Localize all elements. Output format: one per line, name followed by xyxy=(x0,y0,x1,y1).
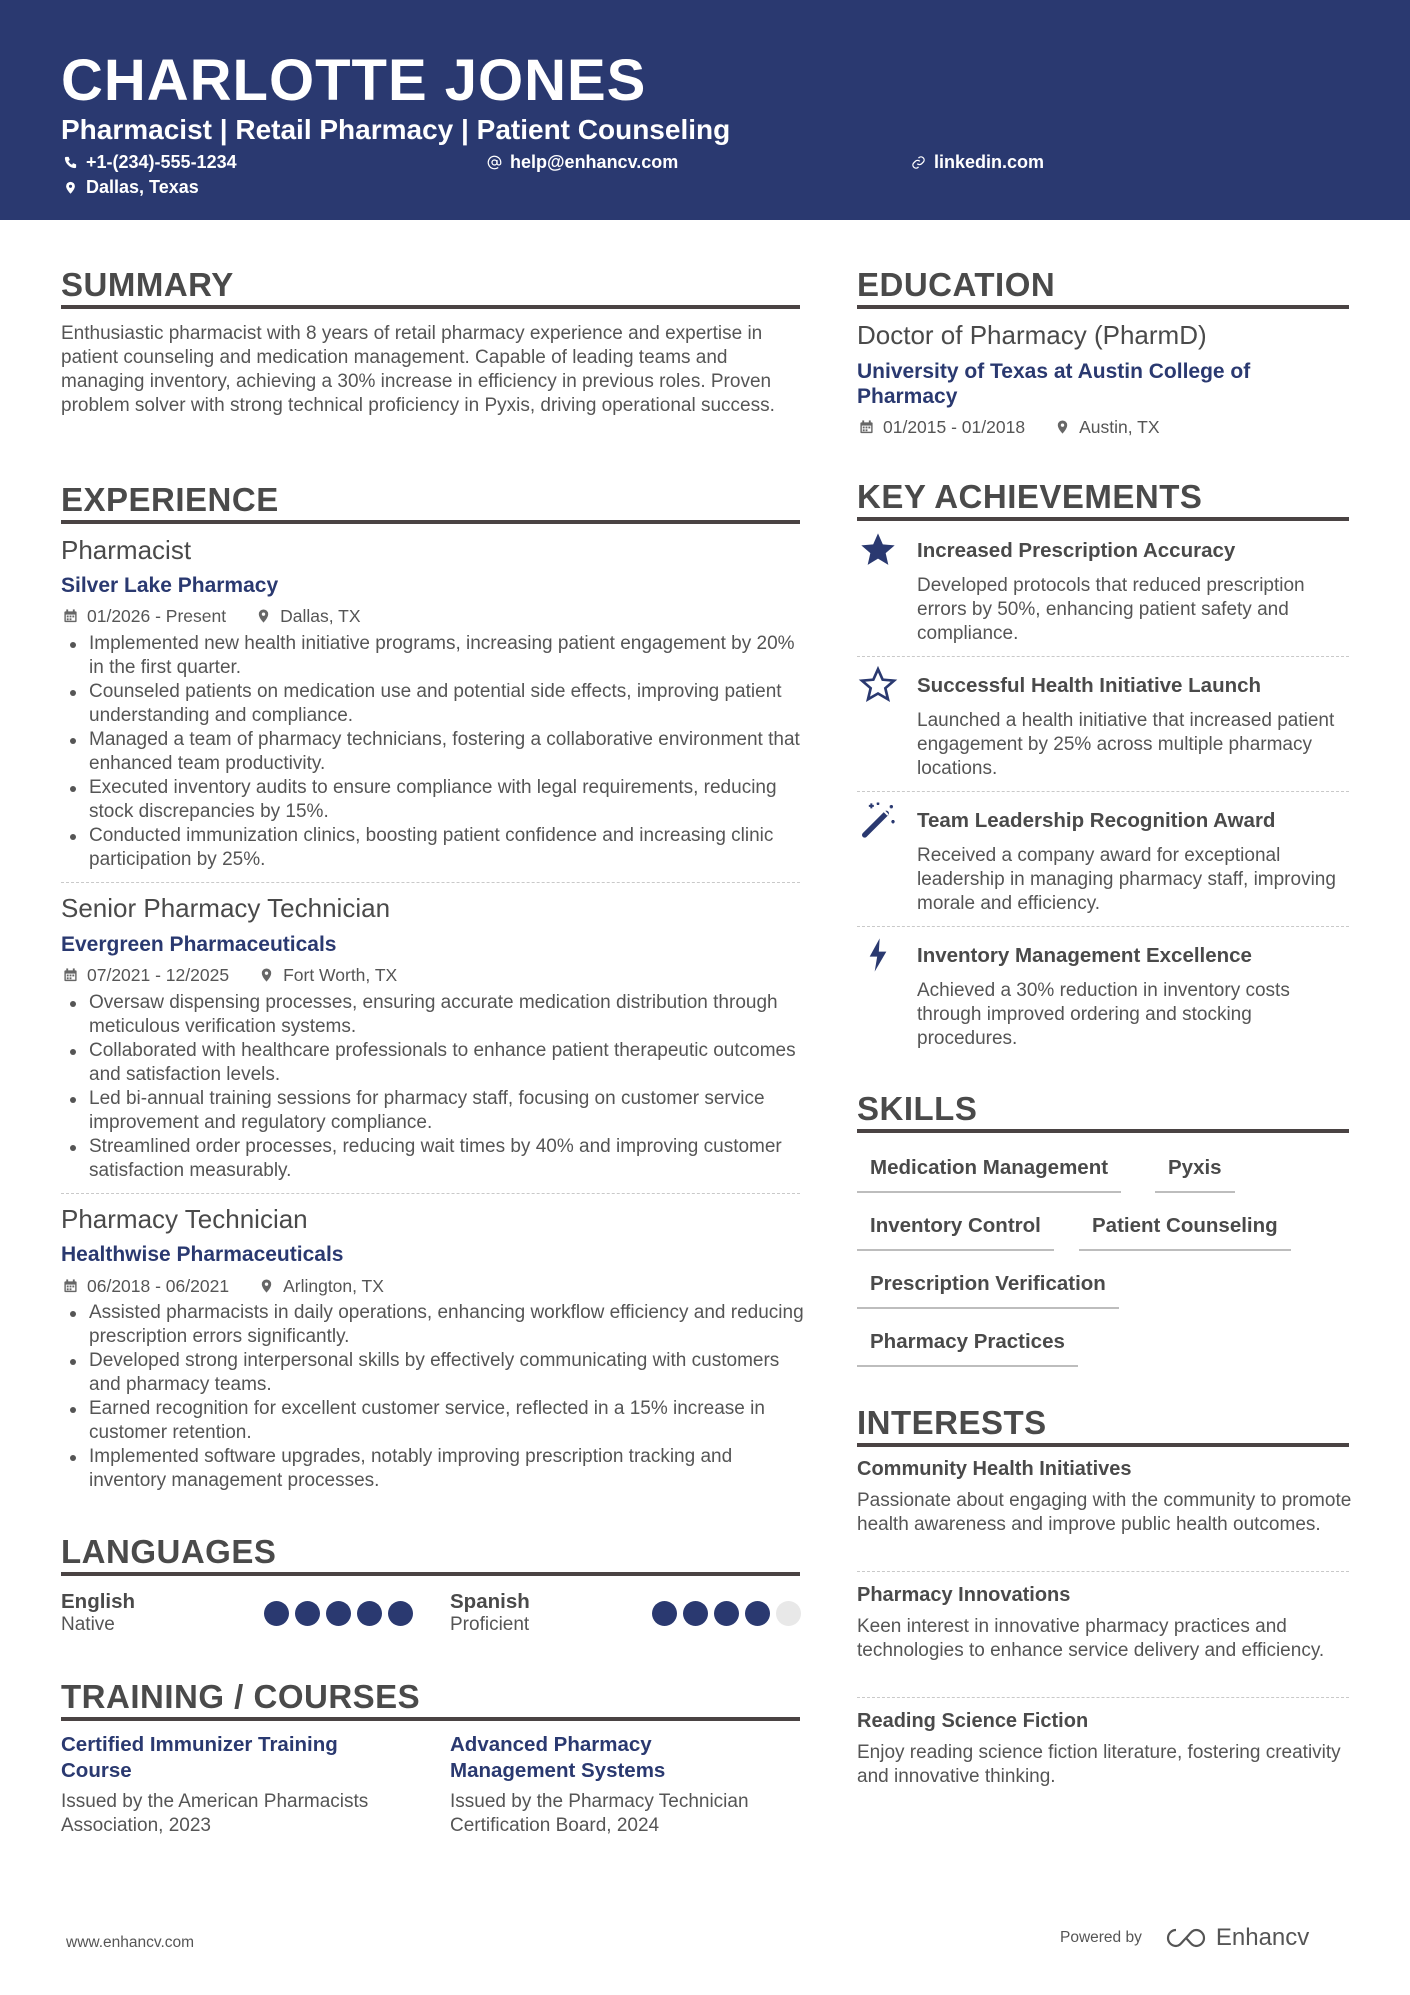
training-rule xyxy=(61,1717,800,1721)
powered-by-label: Powered by xyxy=(1060,1929,1142,1946)
location-pin-icon xyxy=(256,608,271,624)
job-company: Evergreen Pharmaceuticals xyxy=(61,933,337,956)
education-heading: EDUCATION xyxy=(857,266,1056,303)
skills-rule xyxy=(857,1129,1349,1133)
achievement-title: Increased Prescription Accuracy xyxy=(917,539,1236,562)
achievement-desc: Developed protocols that reduced prescription errors by 50%, enhancing patient safety and compliance. xyxy=(917,575,1305,644)
education-school: University of Texas at Austin College of Pharmacy xyxy=(857,360,1251,408)
link-icon xyxy=(911,155,926,170)
job-location: Dallas, TX xyxy=(280,606,361,626)
candidate-name: CHARLOTTE JONES xyxy=(61,48,647,113)
divider xyxy=(857,926,1349,927)
rating-dot-filled xyxy=(264,1601,289,1626)
education-degree: Doctor of Pharmacy (PharmD) xyxy=(857,320,1207,350)
achievements-heading: KEY ACHIEVEMENTS xyxy=(857,478,1203,515)
summary-text: Enthusiastic pharmacist with 8 years of retail pharmacy experience and expertise in patient counseling and medication management. Capable of leading teams and managing inventory, achieving a 30% increase in efficiency in previous roles. Proven problem solver with strong technical proficiency in Pyxis, driving operational success. xyxy=(61,323,775,416)
job-bullet: Executed inventory audits to ensure compliance with legal requirements, reducing stock discrepancies by 15%. xyxy=(61,776,806,824)
course-desc: Issued by the American Pharmacists Association, 2023 xyxy=(61,1791,369,1836)
interests-heading: INTERESTS xyxy=(857,1404,1047,1441)
divider xyxy=(857,1571,1349,1572)
education-dates: 01/2015 - 01/2018 xyxy=(883,417,1026,437)
language-level: Proficient xyxy=(450,1614,530,1635)
location-text: Dallas, Texas xyxy=(86,177,199,197)
footer-website[interactable]: www.enhancv.com xyxy=(66,1934,195,1951)
rating-dot-filled xyxy=(388,1601,413,1626)
divider xyxy=(857,1697,1349,1698)
star-outline-icon xyxy=(858,665,898,705)
job-location: Arlington, TX xyxy=(283,1276,384,1296)
rating-dot-filled xyxy=(295,1601,320,1626)
rating-dot-filled xyxy=(714,1601,739,1626)
job-company: Healthwise Pharmaceuticals xyxy=(61,1243,344,1266)
phone-icon xyxy=(63,155,78,170)
achievement-desc: Launched a health initiative that increased patient engagement by 25% across multiple pharmacy locations. xyxy=(917,710,1335,779)
language-rating xyxy=(264,1601,413,1626)
language-rating xyxy=(652,1601,801,1626)
education-rule xyxy=(857,305,1349,309)
divider xyxy=(61,882,800,883)
location-pin-icon xyxy=(259,967,274,983)
skill-tag: Prescription Verification xyxy=(857,1271,1119,1309)
rating-dot-filled xyxy=(745,1601,770,1626)
interest-title: Community Health Initiatives xyxy=(857,1458,1132,1480)
interest-title: Reading Science Fiction xyxy=(857,1710,1089,1732)
interest-desc: Passionate about engaging with the community to promote health awareness and improve public health outcomes. xyxy=(857,1490,1352,1535)
contact-phone xyxy=(63,151,237,173)
at-sign-icon xyxy=(487,155,502,170)
job-bullet: Led bi-annual training sessions for pharmacy staff, focusing on customer service improvement and regulatory compliance. xyxy=(61,1087,806,1135)
languages-heading: LANGUAGES xyxy=(61,1533,277,1570)
enhancv-logo[interactable] xyxy=(1164,1924,1309,1952)
job-bullet: Implemented software upgrades, notably improving prescription tracking and inventory management processes. xyxy=(61,1445,806,1493)
languages-rule xyxy=(61,1572,800,1576)
calendar-icon xyxy=(63,608,78,624)
lightning-bolt-icon xyxy=(858,935,898,975)
job-bullet: Implemented new health initiative programs, increasing patient engagement by 20% in the first quarter. xyxy=(61,632,806,680)
rating-dot-filled xyxy=(326,1601,351,1626)
contact-email[interactable] xyxy=(487,151,678,173)
resume-header xyxy=(0,0,1410,220)
interest-title: Pharmacy Innovations xyxy=(857,1584,1071,1606)
location-pin-icon xyxy=(63,180,78,195)
job-bullet: Oversaw dispensing processes, ensuring accurate medication distribution through meticulous verification systems. xyxy=(61,991,806,1039)
interests-rule xyxy=(857,1443,1349,1447)
location-pin-icon xyxy=(1055,419,1070,435)
job-bullet: Collaborated with healthcare professionals to enhance patient therapeutic outcomes and satisfaction levels. xyxy=(61,1039,806,1087)
job-bullets xyxy=(61,1301,806,1493)
job-bullet: Streamlined order processes, reducing wait times by 40% and improving customer satisfaction measurably. xyxy=(61,1135,806,1183)
skills-heading: SKILLS xyxy=(857,1090,978,1127)
course-title: Certified Immunizer Training Course xyxy=(61,1733,338,1782)
job-dates: 01/2026 - Present xyxy=(87,606,227,626)
job-bullet: Conducted immunization clinics, boosting patient confidence and increasing clinic participation by 25%. xyxy=(61,824,806,872)
skill-tag: Pyxis xyxy=(1155,1155,1235,1193)
job-bullet: Managed a team of pharmacy technicians, fostering a collaborative environment that enhanced team productivity. xyxy=(61,728,806,776)
job-bullet: Counseled patients on medication use and potential side effects, improving patient understanding and compliance. xyxy=(61,680,806,728)
job-role: Pharmacist xyxy=(61,535,192,565)
job-dates: 07/2021 - 12/2025 xyxy=(87,965,230,985)
education-meta xyxy=(859,416,1160,438)
star-filled-icon xyxy=(858,530,898,570)
divider xyxy=(857,791,1349,792)
calendar-icon xyxy=(859,419,874,435)
contact-linkedin[interactable] xyxy=(911,151,1044,173)
experience-rule xyxy=(61,520,800,524)
divider xyxy=(61,1193,800,1194)
skill-tag: Inventory Control xyxy=(857,1213,1054,1251)
language-name: English xyxy=(61,1590,136,1613)
footer-powered xyxy=(1060,1924,1309,1952)
education-location: Austin, TX xyxy=(1079,417,1160,437)
job-location: Fort Worth, TX xyxy=(283,965,398,985)
job-meta xyxy=(63,605,361,627)
job-bullets xyxy=(61,991,806,1183)
achievement-title: Team Leadership Recognition Award xyxy=(917,809,1276,832)
rating-dot-filled xyxy=(357,1601,382,1626)
job-role: Senior Pharmacy Technician xyxy=(61,893,391,923)
job-meta xyxy=(63,1275,384,1297)
divider xyxy=(857,656,1349,657)
linkedin-text[interactable]: linkedin.com xyxy=(934,152,1045,172)
candidate-subtitle: Pharmacist | Retail Pharmacy | Patient Counseling xyxy=(61,114,731,145)
rating-dot-empty xyxy=(776,1601,801,1626)
job-bullet: Assisted pharmacists in daily operations, enhancing workflow efficiency and reducing prescription errors significantly. xyxy=(61,1301,806,1349)
language-level: Native xyxy=(61,1614,115,1635)
achievements-rule xyxy=(857,517,1349,521)
achievement-desc: Received a company award for exceptional leadership in managing pharmacy staff, improving morale and efficiency. xyxy=(917,845,1336,914)
skill-tag: Medication Management xyxy=(857,1155,1121,1193)
phone-text: +1-(234)-555-1234 xyxy=(86,152,237,172)
achievement-title: Successful Health Initiative Launch xyxy=(917,674,1262,697)
skill-tag: Pharmacy Practices xyxy=(857,1329,1078,1367)
job-bullets xyxy=(61,632,806,872)
rating-dot-filled xyxy=(683,1601,708,1626)
job-dates: 06/2018 - 06/2021 xyxy=(87,1276,230,1296)
interest-desc: Enjoy reading science fiction literature, fostering creativity and innovative thinking. xyxy=(857,1742,1341,1787)
language-name: Spanish xyxy=(450,1590,530,1613)
job-bullet: Earned recognition for excellent customer service, reflected in a 15% increase in customer retention. xyxy=(61,1397,806,1445)
summary-rule xyxy=(61,305,800,309)
achievement-title: Inventory Management Excellence xyxy=(917,944,1252,967)
calendar-icon xyxy=(63,967,78,983)
training-heading: TRAINING / COURSES xyxy=(61,1678,421,1715)
skill-tag: Patient Counseling xyxy=(1079,1213,1291,1251)
job-meta xyxy=(63,964,397,986)
experience-heading: EXPERIENCE xyxy=(61,481,279,518)
magic-wand-icon xyxy=(858,800,898,840)
job-company: Silver Lake Pharmacy xyxy=(61,574,279,597)
course-title: Advanced Pharmacy Management Systems xyxy=(450,1733,666,1782)
rating-dot-filled xyxy=(652,1601,677,1626)
contact-location xyxy=(63,176,199,198)
achievement-desc: Achieved a 30% reduction in inventory costs through improved ordering and stocking procedures. xyxy=(917,980,1290,1049)
location-pin-icon xyxy=(259,1278,274,1294)
interest-desc: Keen interest in innovative pharmacy practices and technologies to enhance service delivery and efficiency. xyxy=(857,1616,1325,1661)
job-role: Pharmacy Technician xyxy=(61,1204,308,1234)
calendar-icon xyxy=(63,1278,78,1294)
job-bullet: Developed strong interpersonal skills by effectively communicating with customers and pharmacy teams. xyxy=(61,1349,806,1397)
infinity-logo-icon xyxy=(1164,1927,1208,1949)
summary-heading: SUMMARY xyxy=(61,266,234,303)
course-desc: Issued by the Pharmacy Technician Certification Board, 2024 xyxy=(450,1791,749,1836)
email-text[interactable]: help@enhancv.com xyxy=(510,152,679,172)
brand-name: Enhancv xyxy=(1215,1924,1310,1951)
